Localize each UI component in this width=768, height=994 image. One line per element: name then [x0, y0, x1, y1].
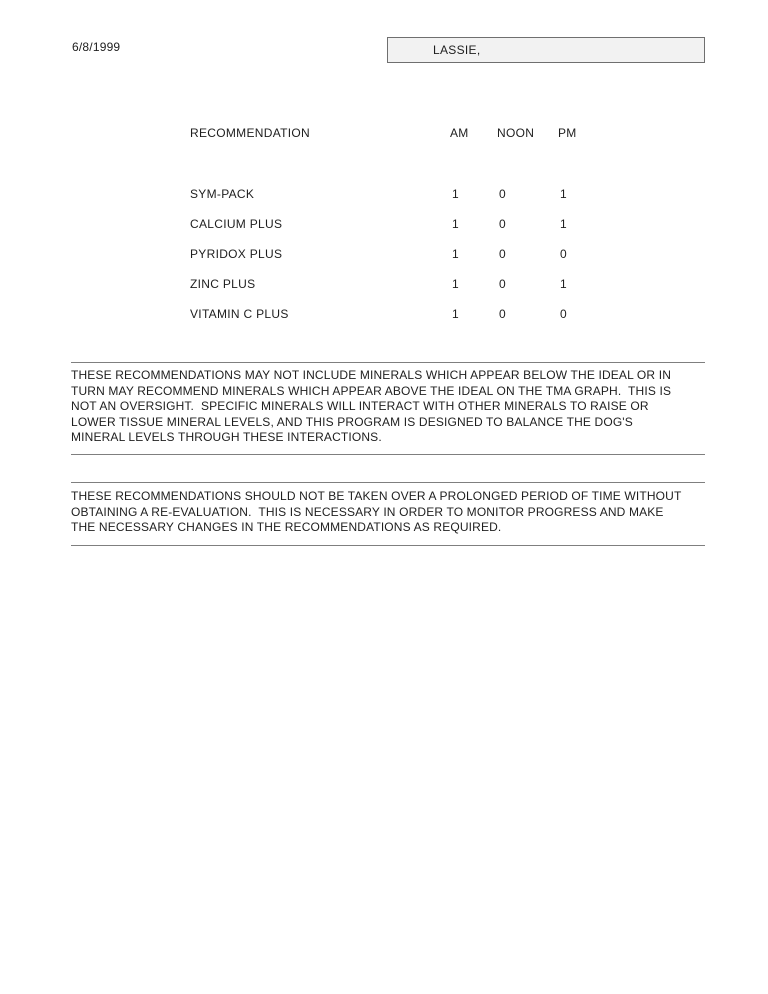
supplement-name: PYRIDOX PLUS: [190, 247, 283, 261]
column-header-pm: PM: [558, 126, 577, 140]
note-section-reevaluation: [71, 482, 705, 546]
recommendations-table: [190, 126, 610, 337]
table-row: [190, 307, 610, 337]
dose-pm: 1: [560, 277, 567, 291]
dose-pm: 1: [560, 187, 567, 201]
dose-noon: 0: [499, 247, 506, 261]
table-row: [190, 217, 610, 247]
column-header-recommendation: RECOMMENDATION: [190, 126, 310, 140]
table-row: [190, 187, 610, 217]
dose-noon: 0: [499, 187, 506, 201]
dose-am: 1: [452, 217, 459, 231]
dose-am: 1: [452, 247, 459, 261]
table-row: [190, 247, 610, 277]
divider-line: [71, 362, 705, 363]
column-header-am: AM: [450, 126, 469, 140]
supplement-name: VITAMIN C PLUS: [190, 307, 289, 321]
supplement-name: CALCIUM PLUS: [190, 217, 283, 231]
dose-pm: 0: [560, 247, 567, 261]
dose-pm: 0: [560, 307, 567, 321]
dose-noon: 0: [499, 307, 506, 321]
dose-am: 1: [452, 307, 459, 321]
column-header-noon: NOON: [497, 126, 535, 140]
note-paragraph-interactions: THESE RECOMMENDATIONS MAY NOT INCLUDE MINERALS WHICH APPEAR BELOW THE IDEAL OR IN TURN MAY RECOMMEND MINERALS WHICH APPEAR ABOVE THE IDEAL ON THE TMA GRAPH. THIS IS NOT AN OVERSIGHT. SPECIFIC MINERALS WILL INTERACT WITH OTHER MINERALS TO RAISE OR LOWER TISSUE MINERAL LEVELS, AND THIS PROGRAM IS DESIGNED TO BALANCE THE DOG'S MINERAL LEVELS THROUGH THESE INTERACTIONS.: [71, 368, 672, 444]
note-paragraph-reevaluation: THESE RECOMMENDATIONS SHOULD NOT BE TAKEN OVER A PROLONGED PERIOD OF TIME WITHOUT OBTAINING A RE-EVALUATION. THIS IS NECESSARY IN ORDER TO MONITOR PROGRESS AND MAKE THE NECESSARY CHANGES IN THE RECOMMENDATIONS AS REQUIRED.: [71, 489, 682, 534]
supplement-name: SYM-PACK: [190, 187, 255, 201]
dose-am: 1: [452, 187, 459, 201]
note-section-interactions: [71, 362, 705, 455]
dose-am: 1: [452, 277, 459, 291]
table-row: [190, 277, 610, 307]
divider-line: [71, 454, 705, 455]
divider-line: [71, 482, 705, 483]
table-header-row: [190, 126, 610, 140]
dose-pm: 1: [560, 217, 567, 231]
report-date: 6/8/1999: [72, 40, 121, 54]
divider-line: [71, 545, 705, 546]
supplement-name: ZINC PLUS: [190, 277, 256, 291]
dose-noon: 0: [499, 277, 506, 291]
table-body: [190, 187, 610, 337]
patient-name-box: [387, 37, 705, 63]
patient-name: LASSIE,: [433, 43, 481, 57]
dose-noon: 0: [499, 217, 506, 231]
